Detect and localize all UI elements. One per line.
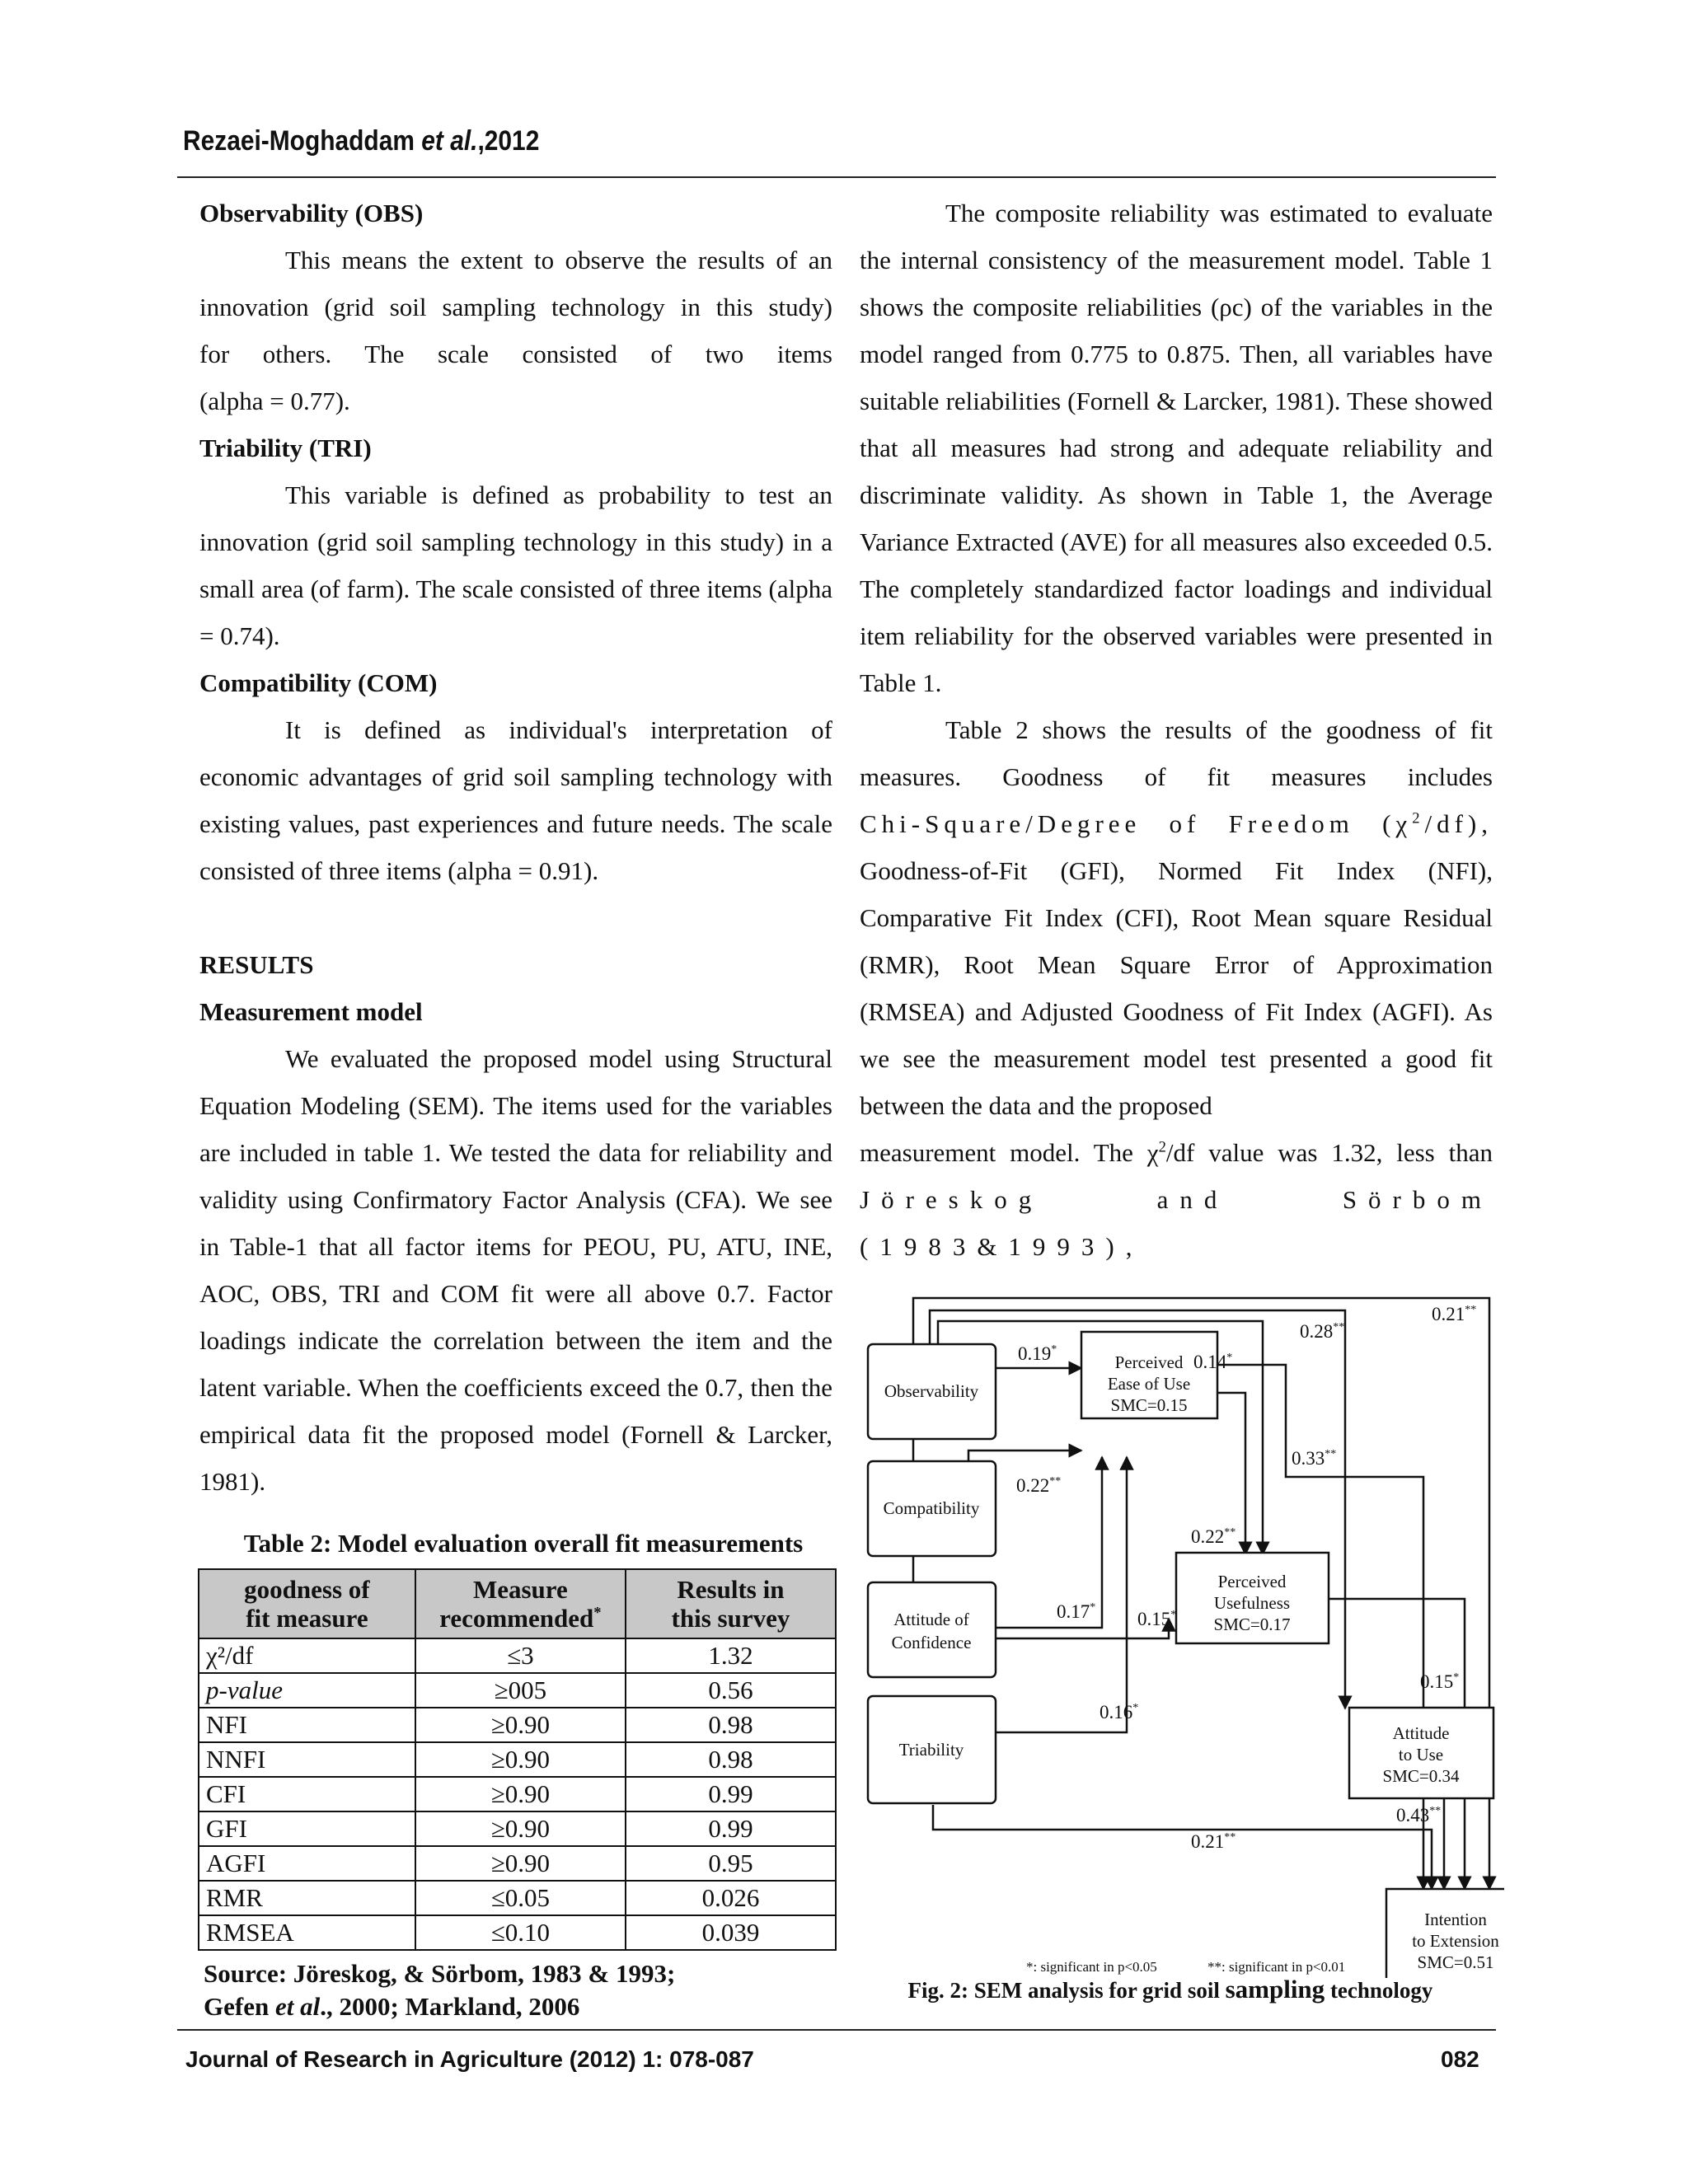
coef-value: 0.21 — [1191, 1831, 1225, 1852]
table-cell-measure: RMR — [199, 1881, 415, 1915]
label-peou-3: SMC=0.15 — [1110, 1395, 1188, 1415]
header-etal: et al. — [421, 125, 478, 157]
label-pu-2: Usefulness — [1213, 1593, 1291, 1613]
coef-aoc-pu — [1137, 1609, 1176, 1629]
gof-line-3-text: Chi-Square/Degree of Freedom (χ — [860, 809, 1413, 838]
table-header-row — [199, 1569, 836, 1638]
label-aoc-1: Attitude of — [893, 1610, 969, 1629]
coef-com-peou — [1016, 1475, 1061, 1496]
fit-table — [198, 1568, 837, 1951]
table-cell-measure: AGFI — [199, 1846, 415, 1881]
coef-sig: * — [1051, 1343, 1057, 1356]
table-cell-measure: χ²/df — [199, 1638, 415, 1673]
table-row — [199, 1638, 836, 1673]
figure-caption-text: Fig. 2: SEM analysis for grid soil — [907, 1978, 1226, 2003]
coef-value: 0.28 — [1300, 1321, 1334, 1342]
coef-value: 0.17 — [1057, 1601, 1090, 1622]
figure-caption-emph: sampling — [1225, 1975, 1325, 2004]
gof-line-3 — [860, 800, 1493, 847]
header-line: Measure — [472, 1575, 568, 1604]
table-body — [199, 1638, 836, 1950]
coef-top-ine — [1432, 1304, 1476, 1324]
label-pu-3: SMC=0.17 — [1213, 1615, 1291, 1634]
page-number: 082 — [1441, 2046, 1479, 2072]
label-ine-1: Intention — [1424, 1910, 1487, 1929]
left-column — [199, 190, 832, 1505]
gof-line-3-end: /df), — [1424, 809, 1493, 838]
header-line: recommended — [439, 1604, 594, 1633]
table-cell-result: 0.99 — [626, 1777, 836, 1811]
figure-caption — [845, 1975, 1496, 2004]
gof-line-2: measures. Goodness of fit measures includes — [860, 762, 1493, 791]
right-column — [860, 190, 1493, 1270]
coef-peou-pu — [1191, 1526, 1236, 1547]
figure-caption-end: technology — [1325, 1978, 1433, 2003]
table-cell-result: 1.32 — [626, 1638, 836, 1673]
table-cell-recommended: ≥005 — [415, 1673, 626, 1708]
coef-value: 0.22 — [1016, 1475, 1050, 1496]
coef-sig: * — [1226, 1352, 1233, 1364]
coef-aoc-peou — [1057, 1601, 1095, 1622]
tri-heading: Triability (TRI) — [199, 434, 372, 462]
results-heading: RESULTS — [199, 950, 314, 979]
table-cell-result: 0.95 — [626, 1846, 836, 1881]
table-cell-recommended: ≥0.90 — [415, 1742, 626, 1777]
label-compatibility: Compatibility — [883, 1498, 980, 1518]
table-row — [199, 1777, 836, 1811]
tri-paragraph: This variable is defined as probability to test an innovation (grid soil sampling technology in this study) in a small area (of farm). The scale consisted of three items (alpha = 0.74). — [199, 480, 832, 650]
coef-sig: ** — [1049, 1475, 1062, 1488]
running-head — [183, 125, 539, 157]
composite-reliability-paragraph: The composite reliability was estimated to evaluate the internal consistency of the measurement model. Table 1 shows the composite reliabilities (ρc) of the variables in the model ranged from 0.775 to 0.875. Then, all variables have suitable reliabilities (Fornell & Larcker, 1981). These showed that all measures had strong and adequate reliability and discriminate validity. As shown in Table 1, the Average Variance Extracted (AVE) for all measures also exceeded 0.5. The completely standardized factor loadings and individual item reliability for the observed variables were presented in Table 1. — [860, 199, 1493, 697]
obs-line-4: (alpha = 0.77). — [199, 387, 350, 415]
table-header-cell — [199, 1569, 415, 1638]
coef-tri-ine — [1191, 1831, 1236, 1852]
table-cell-recommended: ≥0.90 — [415, 1811, 626, 1846]
label-atu-2: to Use — [1398, 1745, 1444, 1765]
gof-line-3-sup: 2 — [1412, 809, 1425, 827]
coef-value: 0.19 — [1018, 1343, 1052, 1364]
legend-p01: **: significant in p<0.01 — [1207, 1959, 1346, 1975]
obs-line-3: for others. The scale consisted of two items — [199, 340, 832, 368]
source-etal: et al — [274, 1992, 321, 2021]
table-row — [199, 1915, 836, 1950]
coef-sig: ** — [1429, 1805, 1442, 1817]
gof-line-1: Table 2 shows the results of the goodness of fit — [945, 715, 1493, 744]
table-cell-measure: p-value — [199, 1673, 415, 1708]
coef-top-pu — [1193, 1352, 1232, 1372]
table-row — [199, 1673, 836, 1708]
coef-tri-peou — [1100, 1702, 1138, 1722]
header-line: goodness of — [244, 1575, 370, 1604]
header-author: Rezaei-Moghaddam — [183, 125, 415, 157]
measurement-model-heading: Measurement model — [199, 997, 423, 1026]
table-row — [199, 1811, 836, 1846]
table-cell-measure: RMSEA — [199, 1915, 415, 1950]
coef-obs-peou — [1018, 1343, 1057, 1364]
gof-line-5-sup: 2 — [1158, 1138, 1166, 1156]
source-line-2 — [204, 1990, 675, 2023]
header-line: this survey — [671, 1604, 790, 1633]
label-triability: Triability — [898, 1740, 964, 1760]
obs-heading: Observability (OBS) — [199, 199, 424, 227]
coef-value: 0.15 — [1137, 1609, 1171, 1629]
table-cell-result: 0.56 — [626, 1673, 836, 1708]
table-cell-measure: CFI — [199, 1777, 415, 1811]
table-cell-result: 0.98 — [626, 1742, 836, 1777]
coef-sig: ** — [1333, 1321, 1345, 1333]
table-cell-recommended: ≤3 — [415, 1638, 626, 1673]
section-gap — [199, 894, 832, 941]
gof-line-5 — [860, 1129, 1493, 1176]
node-boxes — [868, 1332, 1504, 1978]
coef-sig: * — [1170, 1609, 1177, 1621]
coef-pu-ine — [1420, 1671, 1459, 1692]
gof-line-6: Jöreskog and Sörbom (1983&1993), — [860, 1185, 1493, 1261]
gof-line-5-end: /df value was 1.32, less than — [1165, 1138, 1493, 1167]
coef-sig: * — [1132, 1702, 1139, 1714]
coef-value: 0.22 — [1191, 1526, 1225, 1547]
coef-value: 0.33 — [1292, 1448, 1325, 1469]
gof-line-4: Goodness-of-Fit (GFI), Normed Fit Index (NFI), Comparative Fit Index (CFI), Root Mean square Residual (RMR), Root Mean Square Error of Approximation (RMSEA) and Adjusted Goodness of Fit Index (AGFI). As we see the measurement model test presented a good fit between the data and the proposed — [860, 856, 1493, 1120]
header-sup: * — [593, 1604, 602, 1622]
coef-sig: ** — [1325, 1448, 1337, 1460]
label-observability: Observability — [884, 1381, 979, 1401]
coef-sig: ** — [1224, 1831, 1236, 1844]
table-source — [204, 1957, 675, 2023]
label-peou-2: Ease of Use — [1107, 1374, 1191, 1394]
table-cell-recommended: ≥0.90 — [415, 1777, 626, 1811]
label-ine-3: SMC=0.51 — [1417, 1952, 1494, 1972]
coef-top-atu — [1300, 1321, 1344, 1342]
coef-value: 0.43 — [1396, 1805, 1430, 1825]
label-ine-2: to Extension — [1412, 1931, 1499, 1951]
figure-legend — [1026, 1959, 1345, 1975]
coef-sig: * — [1090, 1601, 1096, 1614]
coef-sig: ** — [1224, 1526, 1236, 1539]
path-tri-ine — [933, 1805, 1432, 1889]
coef-sig: * — [1453, 1671, 1460, 1684]
table-cell-measure: NNFI — [199, 1742, 415, 1777]
coef-peou-atu — [1292, 1448, 1336, 1469]
top-rule — [177, 176, 1496, 178]
table-row — [199, 1742, 836, 1777]
header-line: fit measure — [246, 1604, 368, 1633]
table-header-cell — [626, 1569, 836, 1638]
table-cell-result: 0.98 — [626, 1708, 836, 1742]
table-cell-measure: GFI — [199, 1811, 415, 1846]
measurement-model-paragraph: We evaluated the proposed model using Structural Equation Modeling (SEM). The items used for the variables are included in table 1. We tested the data for reliability and validity using Confirmatory Factor Analysis (CFA). We see in Table-1 that all factor items for PEOU, PU, ATU, INE, AOC, OBS, TRI and COM fit were all above 0.7. Factor loadings indicate the correlation between the item and the latent variable. When the coefficients exceed the 0.7, then the empirical data fit the proposed model (Fornell & Larcker, 1981). — [199, 1044, 832, 1496]
table-cell-recommended: ≥0.90 — [415, 1846, 626, 1881]
obs-line-2: innovation (grid soil sampling technology in this study) — [199, 293, 832, 321]
table-cell-recommended: ≥0.90 — [415, 1708, 626, 1742]
table-caption: Table 2: Model evaluation overall fit measurements — [243, 1529, 804, 1558]
footer-journal: Journal of Research in Agriculture (2012) 1: 078-087 — [185, 2046, 754, 2072]
table-header-cell — [415, 1569, 626, 1638]
table-cell-measure: NFI — [199, 1708, 415, 1742]
table-row — [199, 1846, 836, 1881]
table-cell-recommended: ≤0.05 — [415, 1881, 626, 1915]
obs-line-1: This means the extent to observe the results of an — [285, 246, 832, 274]
source-text-end: ., 2000; Markland, 2006 — [320, 1992, 580, 2021]
node-aoc-box — [868, 1582, 996, 1677]
gof-line-5-text: measurement model. The χ — [860, 1138, 1159, 1167]
coef-value: 0.14 — [1193, 1352, 1227, 1372]
table-cell-result: 0.026 — [626, 1881, 836, 1915]
table-cell-recommended: ≤0.10 — [415, 1915, 626, 1950]
coef-value: 0.21 — [1432, 1304, 1465, 1324]
coef-sig: ** — [1465, 1304, 1477, 1316]
sem-diagram — [857, 1294, 1504, 1978]
coef-value: 0.15 — [1420, 1671, 1454, 1692]
header-year: ,2012 — [477, 125, 540, 157]
label-pu-1: Perceived — [1217, 1572, 1287, 1591]
label-peou-1: Perceived — [1114, 1352, 1184, 1372]
label-atu-1: Attitude — [1392, 1723, 1450, 1743]
source-text: Gefen — [204, 1992, 275, 2021]
label-aoc-2: Confidence — [891, 1633, 972, 1652]
bottom-rule — [177, 2029, 1496, 2031]
table-cell-result: 0.039 — [626, 1915, 836, 1950]
com-heading: Compatibility (COM) — [199, 668, 438, 697]
table-cell-result: 0.99 — [626, 1811, 836, 1846]
coef-value: 0.16 — [1100, 1702, 1133, 1722]
com-paragraph: It is defined as individual's interpretation of economic advantages of grid soil sampling technology with existing values, past experiences and future needs. The scale consisted of three items (alpha = 0.91). — [199, 715, 832, 885]
legend-p05: *: significant in p<0.05 — [1026, 1959, 1157, 1975]
source-line-1: Source: Jöreskog, & Sörbom, 1983 & 1993; — [204, 1959, 676, 1988]
table-row — [199, 1881, 836, 1915]
table-row — [199, 1708, 836, 1742]
header-line: Results in — [677, 1575, 785, 1604]
label-atu-3: SMC=0.34 — [1382, 1766, 1460, 1786]
coef-atu-ine — [1396, 1805, 1441, 1825]
